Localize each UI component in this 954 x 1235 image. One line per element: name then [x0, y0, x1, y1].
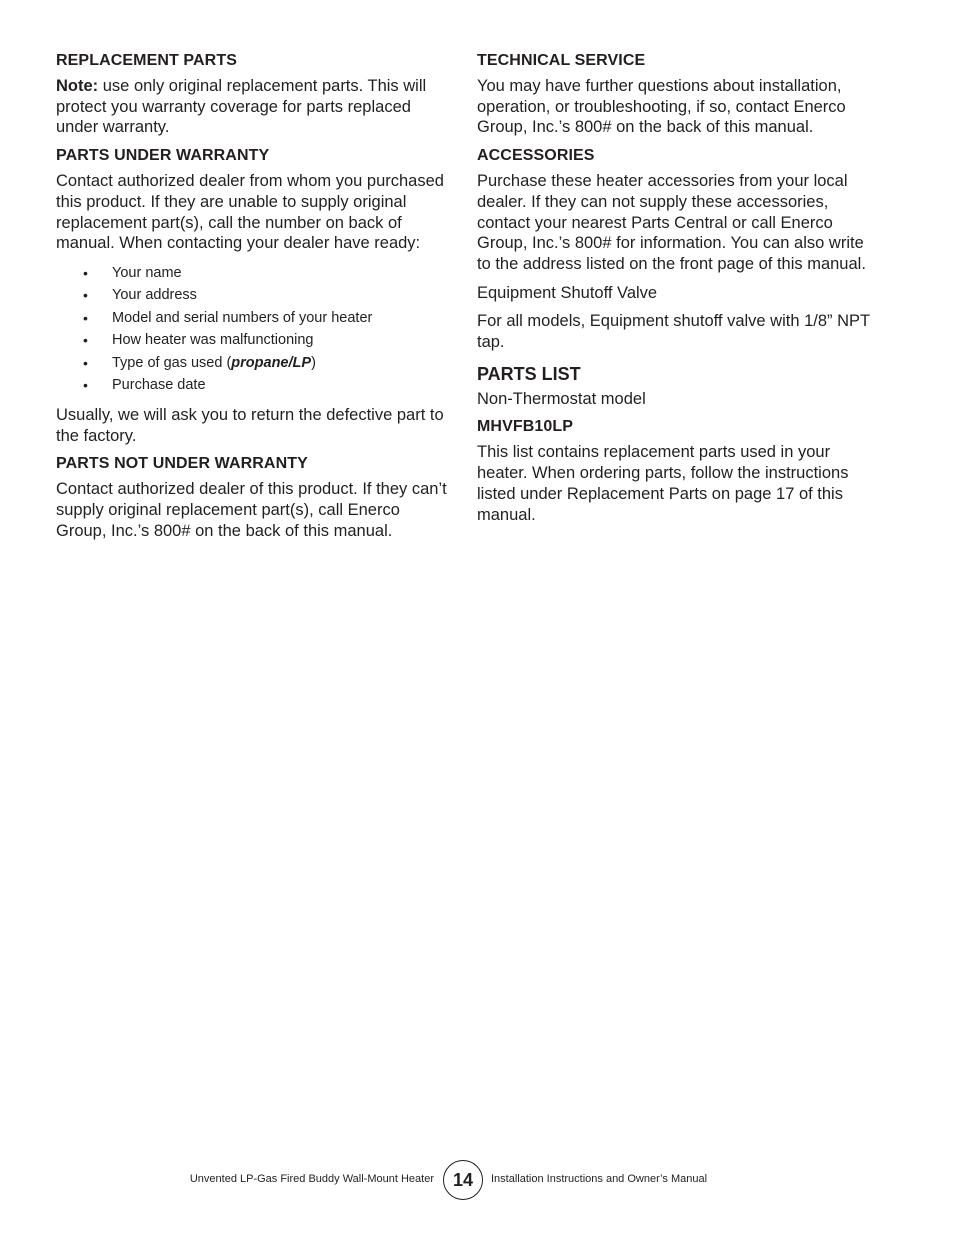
- list-item: • Purchase date: [83, 374, 451, 397]
- list-item: • Model and serial numbers of your heater: [83, 307, 451, 330]
- parts-not-under-warranty-heading: PARTS NOT UNDER WARRANTY: [56, 455, 308, 473]
- bullet-icon: •: [83, 377, 88, 394]
- note-text: use only original replacement parts. This will protect you warranty coverage for parts replaced under warranty.: [56, 77, 427, 137]
- parts-not-under-warranty-text: Contact authorized dealer of this product. If they can’t supply original replacement part(s), call Enerco Group, Inc.’s 800# on the back of this manual.: [56, 480, 447, 540]
- technical-service-heading: TECHNICAL SERVICE: [477, 52, 646, 69]
- accessories-text: Purchase these heater accessories from your local dealer. If they can not supply these accessories, contact your nearest Parts Central or call Enerco Group, Inc.’s 800# for information. You can also write to the address listed on the front page of this manual.: [477, 172, 866, 273]
- model-number: MHVFB10LP: [477, 418, 574, 436]
- list-item: • Your name: [83, 262, 451, 285]
- replacement-parts-note: [56, 76, 451, 138]
- technical-service-text: You may have further questions about installation, operation, or troubleshooting, if so, contact Enerco Group, Inc.’s 800# on the back of this manual.: [477, 77, 846, 137]
- note-label: Note:: [56, 77, 99, 95]
- bullet-icon: •: [83, 287, 88, 304]
- replacement-parts-heading: REPLACEMENT PARTS: [56, 52, 237, 69]
- left-column: [56, 51, 451, 549]
- parts-under-warranty-outro: Usually, we will ask you to return the defective part to the factory.: [56, 405, 444, 445]
- accessory-item-name: Equipment Shutoff Valve: [477, 283, 658, 302]
- list-item: • Your address: [83, 284, 451, 307]
- accessory-item-desc: For all models, Equipment shutoff valve with 1/8” NPT tap.: [477, 312, 870, 352]
- page-number: 14: [443, 1160, 483, 1200]
- footer-product-title: Unvented LP-Gas Fired Buddy Wall-Mount Heater: [189, 1173, 434, 1185]
- parts-under-warranty-intro: Contact authorized dealer from whom you purchased this product. If they are unable to supply original replacement part(s), call the number on back of manual. When contacting your dealer have ready:: [56, 172, 444, 253]
- list-item: • Type of gas used (propane/LP): [83, 352, 451, 375]
- model-type: Non-Thermostat model: [477, 389, 646, 408]
- list-item: • How heater was malfunctioning: [83, 329, 451, 352]
- page-footer: [0, 1160, 954, 1204]
- bullet-icon: •: [83, 309, 88, 326]
- parts-list-text: This list contains replacement parts used in your heater. When ordering parts, follow the instructions listed under Replacement Parts on page 17 of this manual.: [477, 443, 849, 524]
- bullet-icon: •: [83, 264, 88, 281]
- footer-manual-title: Installation Instructions and Owner’s Manual: [491, 1173, 708, 1185]
- dealer-info-list: [56, 262, 451, 397]
- bullet-icon: •: [83, 332, 88, 349]
- bullet-icon: •: [83, 354, 88, 371]
- gas-type-emphasis: propane/LP: [231, 354, 312, 371]
- accessories-heading: ACCESSORIES: [477, 147, 595, 165]
- parts-under-warranty-heading: PARTS UNDER WARRANTY: [56, 147, 270, 165]
- parts-list-heading: PARTS LIST: [477, 363, 581, 384]
- right-column: [477, 51, 872, 533]
